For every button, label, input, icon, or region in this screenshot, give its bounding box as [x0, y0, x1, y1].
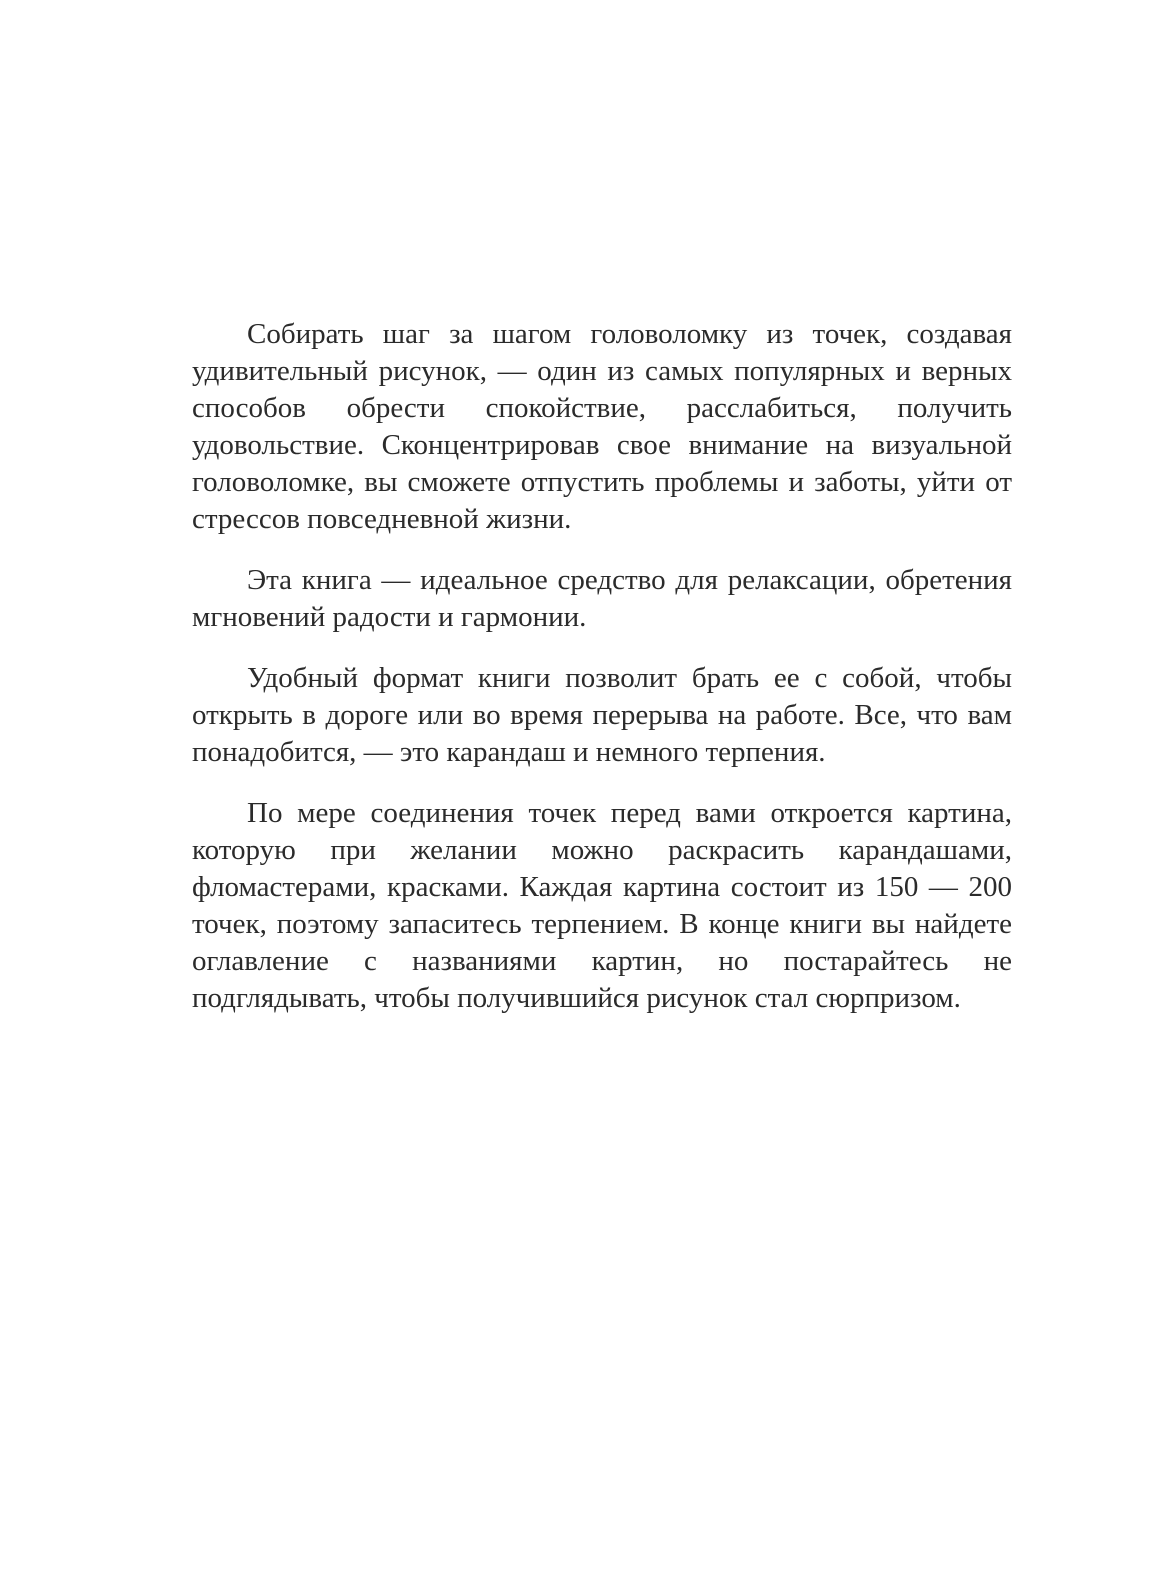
- paragraph-3: Удобный формат книги позволит брать ее с собой, чтобы открыть в дороге или во время перерыва на работе. Все, что вам понадобится, — это карандаш и немного терпения.: [192, 662, 1012, 768]
- body-text: [192, 316, 1012, 1041]
- paragraph-4: По мере соединения точек перед вами откроется картина, которую при желании можно раскрасить карандашами, фломастерами, красками. Каждая картина состоит из 150 — 200 точек, поэтому запаситесь терпением. В конце книги вы найдете оглавление с названиями картин, но постарайтесь не подглядывать, чтобы получившийся рисунок стал сюрпризом.: [192, 797, 1012, 1014]
- paragraph-1: Собирать шаг за шагом головоломку из точек, создавая удивительный рисунок, — один из самых популярных и верных способов обрести спокойствие, расслабиться, получить удовольствие. Сконцентрировав свое внимание на визуальной головоломке, вы сможете отпустить проблемы и заботы, уйти от стрессов повседневной жизни.: [192, 318, 1012, 535]
- paragraph-2: Эта книга — идеальное средство для релаксации, обретения мгновений радости и гармонии.: [192, 564, 1012, 633]
